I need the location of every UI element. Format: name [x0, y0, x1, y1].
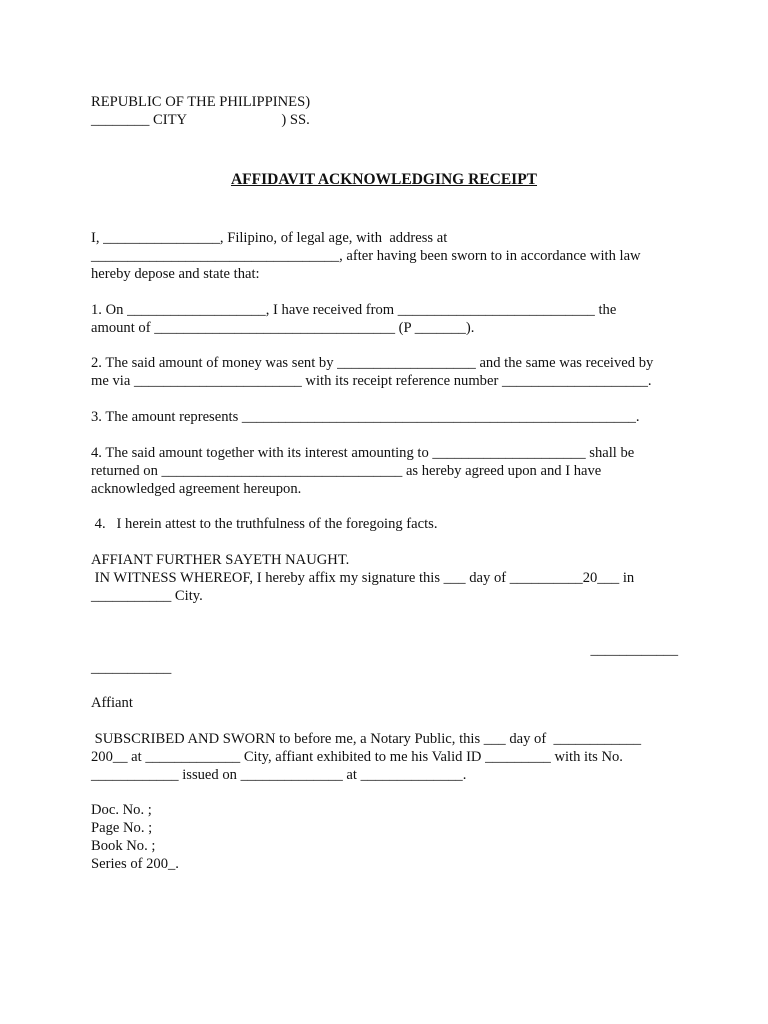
intro-line-2: __________________________________, after having been sworn to in accordance with law — [91, 248, 641, 264]
item-1-line-1: 1. On ___________________, I have received from ___________________________ the — [91, 302, 617, 318]
jurat-line-3: ____________ issued on ______________ at ______________. — [91, 767, 467, 783]
item-5-line-1: 4. I herein attest to the truthfulness of the foregoing facts. — [91, 516, 438, 532]
item-3-line-1: 3. The amount represents ______________________________________________________. — [91, 409, 640, 425]
item-4-line-3: acknowledged agreement hereupon. — [91, 481, 302, 497]
item-2-line-1: 2. The said amount of money was sent by ___________________ and the same was received by — [91, 355, 654, 371]
document-title: AFFIDAVIT ACKNOWLEDGING RECEIPT — [230, 171, 538, 188]
jurat-line-1: SUBSCRIBED AND SWORN to before me, a Notary Public, this ___ day of ____________ — [91, 731, 642, 747]
notarial-doc-no: Doc. No. ; — [91, 802, 152, 818]
header-republic: REPUBLIC OF THE PHILIPPINES) — [91, 94, 311, 110]
notarial-book-no: Book No. ; — [91, 838, 156, 854]
notarial-page-no: Page No. ; — [91, 820, 153, 836]
closing-city: ___________ City. — [91, 588, 203, 604]
closing-witness: IN WITNESS WHEREOF, I hereby affix my signature this ___ day of __________20___ in — [91, 570, 635, 586]
item-4-line-2: returned on _________________________________ as hereby agreed upon and I have — [91, 463, 602, 479]
closing-naught: AFFIANT FURTHER SAYETH NAUGHT. — [91, 552, 350, 568]
item-2-line-2: me via _______________________ with its receipt reference number ____________________. — [91, 373, 652, 389]
item-1-line-2: amount of _________________________________ (P _______). — [91, 320, 475, 336]
affiant-label: Affiant — [91, 695, 133, 711]
signature-line-right: ____________ — [590, 642, 678, 658]
signature-line-left: ___________ — [91, 660, 172, 676]
intro-line-1: I, ________________, Filipino, of legal age, with address at — [91, 230, 448, 246]
notarial-series: Series of 200_. — [91, 856, 179, 872]
item-4-line-1: 4. The said amount together with its interest amounting to _____________________ shall be — [91, 445, 635, 461]
jurat-line-2: 200__ at _____________ City, affiant exhibited to me his Valid ID _________ with its No. — [91, 749, 623, 765]
header-city-ss: ________ CITY ) SS. — [91, 112, 310, 128]
intro-line-3: hereby depose and state that: — [91, 266, 260, 282]
